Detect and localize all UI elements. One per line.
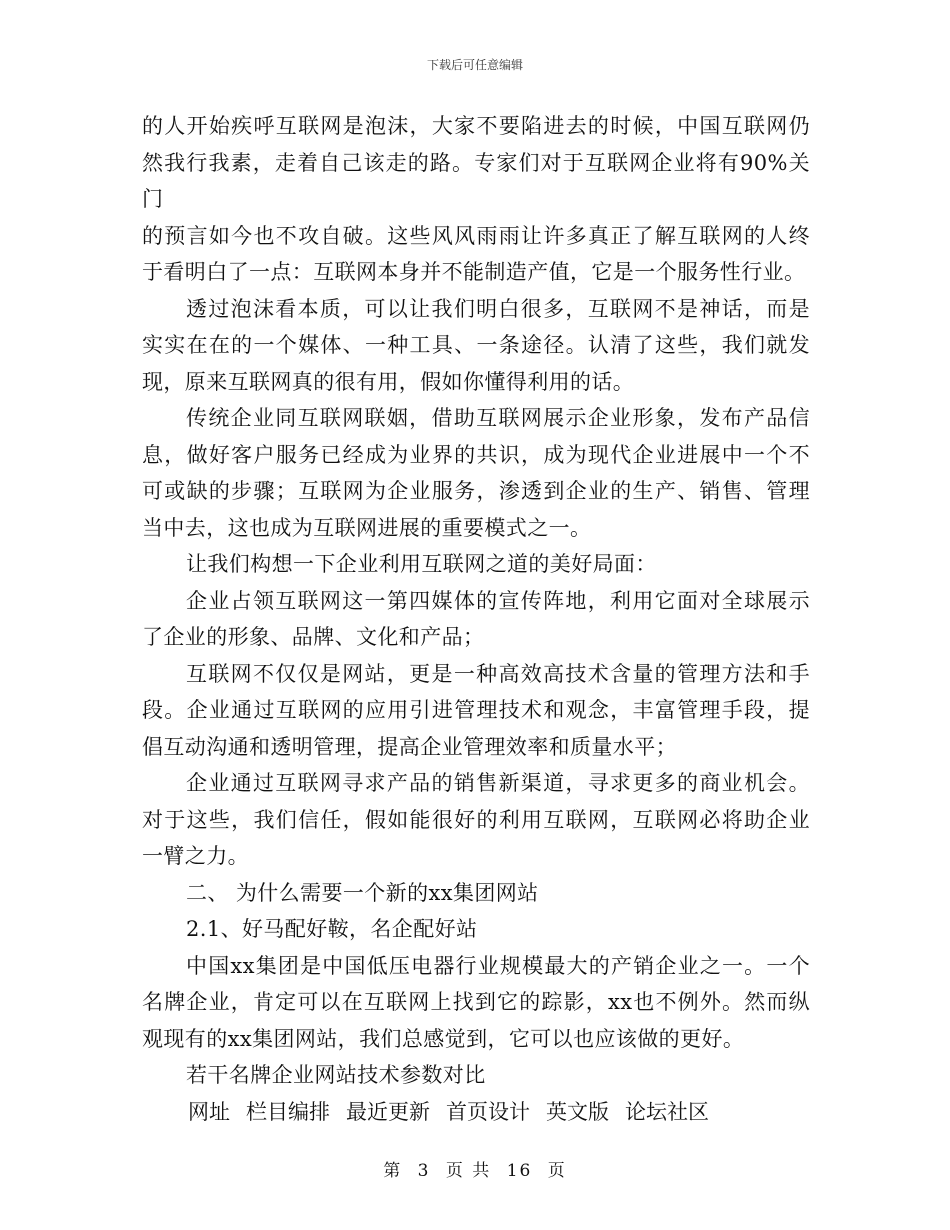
page-footer (0, 1156, 950, 1181)
paragraph (142, 546, 810, 583)
text-line: 然我行我素，走着自己该走的路。专家们对于互联网企业将有90%关门 (142, 150, 810, 211)
column-header: 网址 (188, 1099, 230, 1124)
text-line: 互联网不仅仅是网站，更是一种高效高技术含量的管理方法和手 (186, 661, 810, 686)
total-pages: 16 (506, 1161, 533, 1181)
text-line: 可或缺的步骤；互联网为企业服务，渗透到企业的生产、销售、管理 (142, 479, 810, 503)
column-header: 最近更新 (346, 1099, 430, 1124)
text-line: 二、 为什么需要一个新的xx集团网站 (186, 880, 539, 905)
subsection-heading (142, 911, 810, 948)
text-line: 若干名牌企业网站技术参数对比 (186, 1063, 486, 1087)
text-line: 于看明白了一点：互联网本身并不能制造产值，它是一个服务性行业。 (142, 260, 806, 284)
text-line: 实实在在的一个媒体、一种工具、一条途径。认清了这些，我们就发 (142, 333, 810, 357)
section-heading (142, 875, 810, 912)
footer-prefix: 第 (383, 1161, 403, 1181)
text-line: 让我们构想一下企业利用互联网之道的美好局面： (186, 552, 657, 576)
table-caption (142, 1057, 810, 1094)
column-header: 栏目编排 (246, 1099, 330, 1124)
page-header: 下载后可任意编辑 (426, 58, 523, 72)
footer-suffix: 页 (547, 1161, 567, 1181)
text-line: 对于这些，我们信任，假如能很好的利用互联网，互联网必将助企业 (142, 807, 810, 832)
document-body (142, 108, 810, 1130)
page-number: 3 (417, 1161, 431, 1181)
text-line: 一臂之力。 (142, 844, 249, 868)
text-line: 段。企业通过互联网的应用引进管理技术和观念，丰富管理手段，提 (142, 698, 810, 722)
text-line: 现，原来互联网真的很有用，假如你懂得利用的话。 (142, 369, 635, 394)
text-line: 名牌企业，肯定可以在互联网上找到它的踪影，xx也不例外。然而纵 (142, 990, 810, 1014)
text-line: 的预言如今也不攻自破。这些风风雨雨让许多真正了解互联网的人终 (142, 223, 810, 248)
column-header: 论坛社区 (625, 1099, 709, 1124)
paragraph (142, 656, 810, 766)
footer-mid: 页 共 (445, 1161, 492, 1181)
paragraph (142, 583, 810, 656)
column-header: 英文版 (546, 1099, 609, 1124)
paragraph (142, 765, 810, 875)
text-line: 企业占领互联网这一第四媒体的宣传阵地，利用它面对全球展示 (186, 588, 810, 613)
paragraph (142, 291, 810, 401)
paragraph (142, 108, 810, 291)
text-line: 了企业的形象、品牌、文化和产品； (142, 625, 485, 649)
text-line: 倡互动沟通和透明管理，提高企业管理效率和质量水平； (142, 734, 677, 759)
table-header-row (142, 1094, 810, 1131)
text-line: 息，做好客户服务已经成为业界的共识，成为现代企业进展中一个不 (142, 442, 810, 467)
text-line: 观现有的xx集团网站，我们总感觉到，它可以也应该做的更好。 (142, 1026, 745, 1051)
paragraph (142, 400, 810, 546)
text-line: 中国xx集团是中国低压电器行业规模最大的产销企业之一。一个 (186, 953, 810, 978)
text-line: 透过泡沫看本质，可以让我们明白很多，互联网不是神话，而是 (186, 296, 810, 321)
text-line: 传统企业同互联网联姻，借助互联网展示企业形象，发布产品信 (186, 406, 810, 430)
paragraph (142, 948, 810, 1058)
text-line: 当中去，这也成为互联网进展的重要模式之一。 (142, 515, 592, 540)
text-line: 2.1、好马配好鞍，名企配好站 (186, 917, 478, 941)
column-header: 首页设计 (446, 1099, 530, 1124)
text-line: 的人开始疾呼互联网是泡沫，大家不要陷进去的时候，中国互联网仍 (142, 114, 810, 138)
text-line: 企业通过互联网寻求产品的销售新渠道，寻求更多的商业机会。 (186, 771, 810, 795)
